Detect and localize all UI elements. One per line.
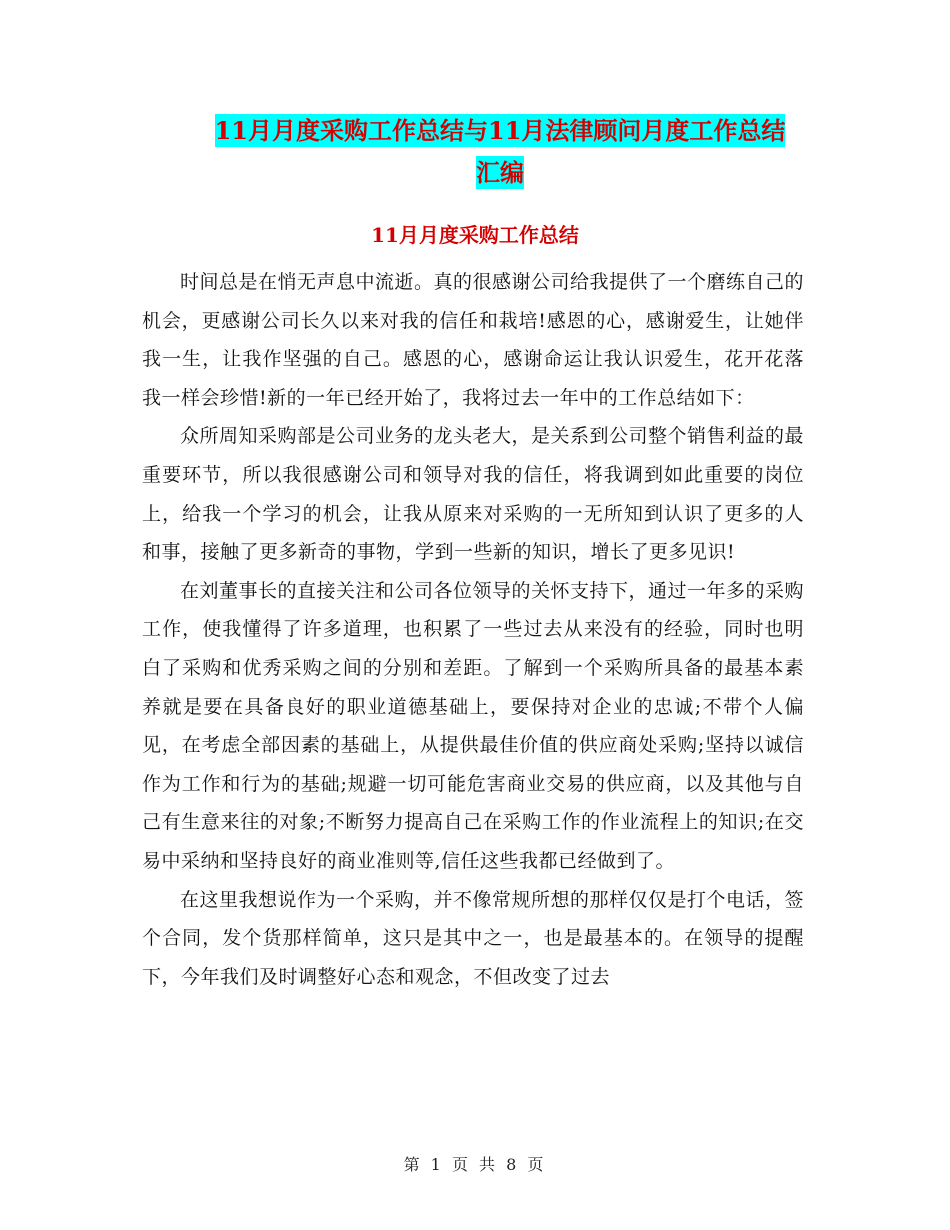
paragraph-3: 在刘董事长的直接关注和公司各位领导的关怀支持下，通过一年多的采购工作，使我懂得了许多道理，也积累了一些过去从来没有的经验，同时也明白了采购和优秀采购之间的分别和差距。了解到一个采购所具备的最基本素养就是要在具备良好的职业道德基础上，要保持对企业的忠诚;不带个人偏见，在考虑全部因素的基础上，从提供最佳价值的供应商处采购;坚持以诚信作为工作和行为的基础;规避一切可能危害商业交易的供应商，以及其他与自己有生意来往的对象;不断努力提高自己在采购工作的作业流程上的知识;在交易中采纳和坚持良好的商业准则等,信任这些我都已经做到了。 [142, 579, 805, 872]
section-title: 11月月度采购工作总结 [371, 223, 579, 247]
document-title-line-1: 11月月度采购工作总结与11月法律顾问月度工作总结 [214, 116, 786, 145]
paragraph-2: 众所周知采购部是公司业务的龙头老大，是关系到公司整个销售利益的最重要环节，所以我很感谢公司和领导对我的信任，将我调到如此重要的岗位上，给我一个学习的机会，让我从原来对采购的一无所知到认识了更多的人和事，接触了更多新奇的事物，学到一些新的知识，增长了更多见识! [142, 425, 805, 564]
document-title [140, 110, 860, 194]
paragraph-4: 在这里我想说作为一个采购，并不像常规所想的那样仅仅是打个电话，签个合同，发个货那样简单，这只是其中之一，也是最基本的。在领导的提醒下，今年我们及时调整好心态和观念，不但改变了过去 [142, 888, 805, 988]
document-title-line-2: 汇编 [476, 158, 524, 187]
page-footer: 第 1 页 共 8 页 [403, 1155, 547, 1174]
paragraph-1: 时间总是在悄无声息中流逝。真的很感谢公司给我提供了一个磨练自己的机会，更感谢公司长久以来对我的信任和栽培!感恩的心，感谢爱生，让她伴我一生，让我作坚强的自己。感恩的心，感谢命运让我认识爱生，花开花落我一样会珍惜!新的一年已经开始了，我将过去一年中的工作总结如下： [142, 271, 805, 409]
body-text [142, 263, 804, 996]
